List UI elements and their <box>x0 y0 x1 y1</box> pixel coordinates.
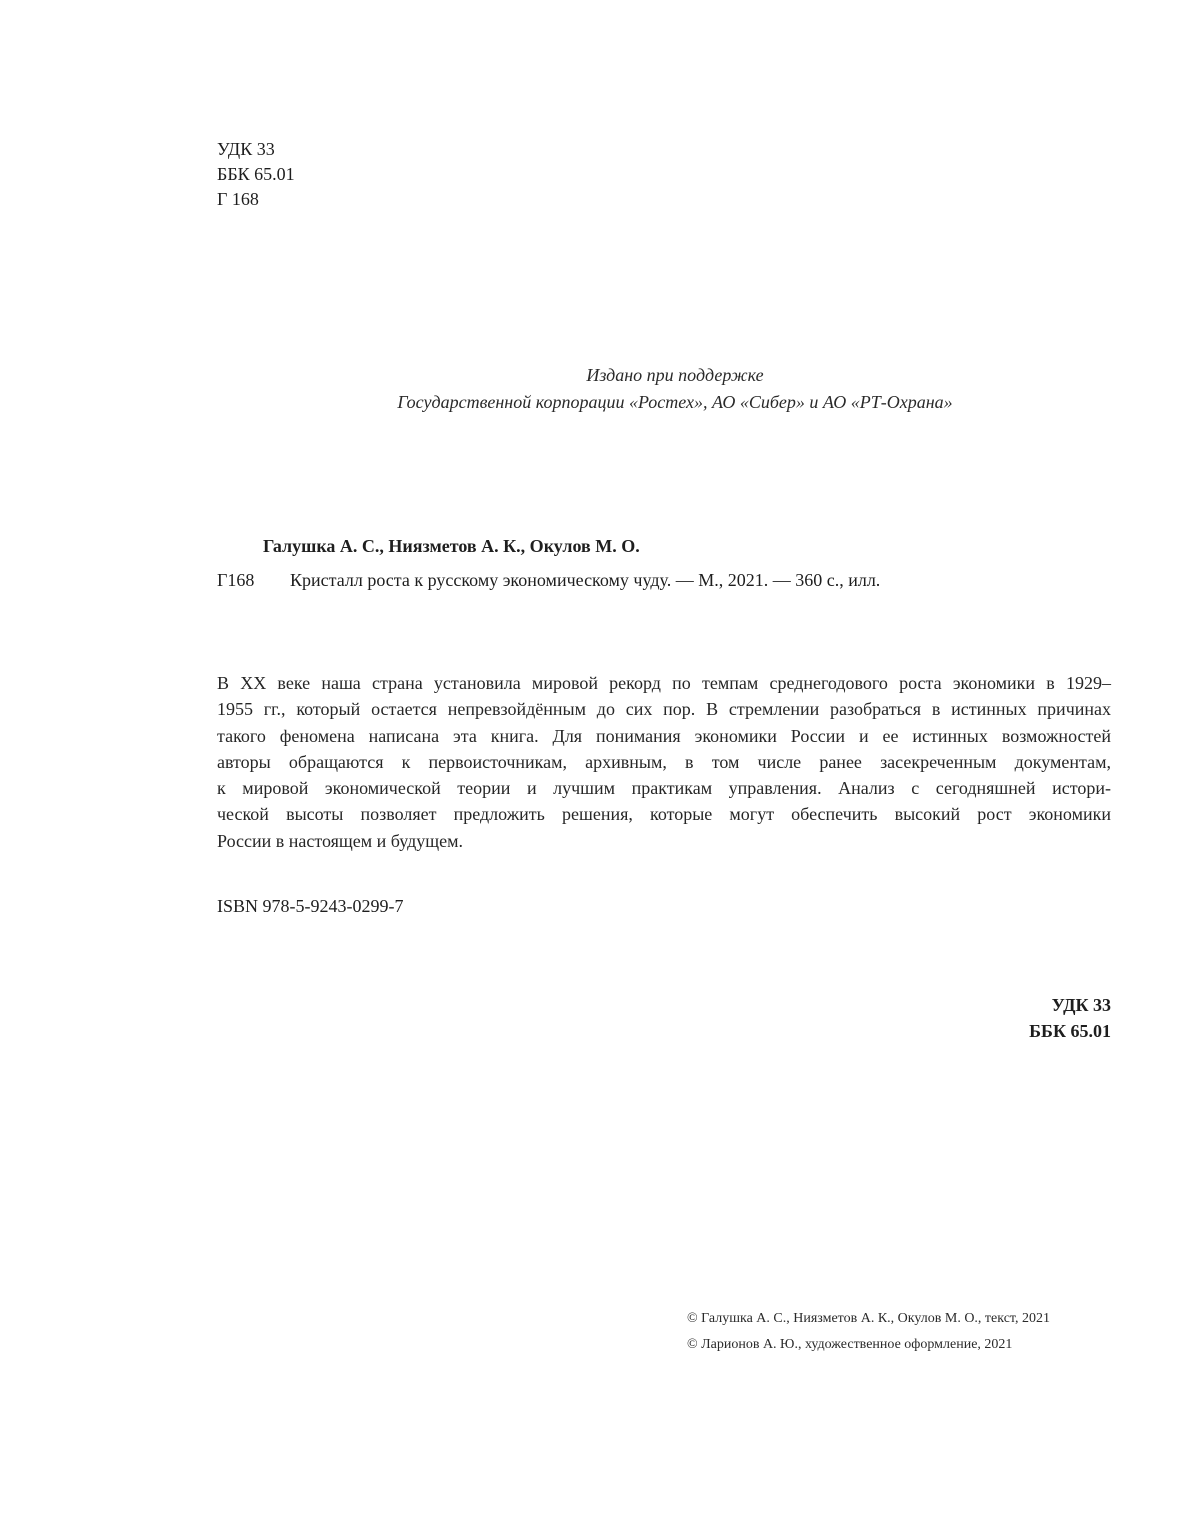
authors-heading: Галушка А. С., Ниязметов А. К., Окулов М. О. <box>263 536 640 556</box>
bbk-code-bottom: ББК 65.01 <box>1029 1021 1111 1041</box>
annotation <box>217 670 1111 854</box>
isbn: ISBN 978-5-9243-0299-7 <box>217 896 404 916</box>
copyright-block <box>687 1306 1050 1358</box>
annotation-line: России в настоящем и будущем. <box>217 830 464 851</box>
annotation-line: ческой высоты позволяет предложить решения, которые могут обеспечить высокий рост экономики <box>217 804 1111 825</box>
annotation-line: авторы обращаются к первоисточникам, архивным, в том числе ранее засекреченным документам, <box>217 751 1111 772</box>
annotation-line: 1955 гг., который остается непревзойдённым до сих пор. В стремлении разобраться в истинных причинах <box>217 699 1111 720</box>
udk-code: УДК 33 <box>217 139 275 159</box>
support-line-2: Государственной корпорации «Ростех», АО «Сибер» и АО «РТ-Охрана» <box>397 392 953 412</box>
annotation-line: В ХХ веке наша страна установила мировой рекорд по темпам среднегодового роста экономики в 1929– <box>217 673 1111 693</box>
copyright-design: © Ларионов А. Ю., художественное оформление, 2021 <box>687 1337 1013 1352</box>
classification-top <box>217 137 295 212</box>
bbk-code: ББК 65.01 <box>217 164 295 184</box>
author-mark: Г 168 <box>217 189 259 209</box>
author-mark-code: Г168 <box>217 570 255 590</box>
copyright-text: © Галушка А. С., Ниязметов А. К., Окулов М. О., текст, 2021 <box>687 1311 1050 1326</box>
annotation-line: такого феномена написана эта книга. Для понимания экономики России и ее истинных возможностей <box>217 725 1111 746</box>
classification-bottom <box>1029 992 1111 1044</box>
book-description: Кристалл роста к русскому экономическому чуду. — М., 2021. — 360 с., илл. <box>290 570 881 590</box>
udk-code-bottom: УДК 33 <box>1051 995 1111 1015</box>
annotation-line: к мировой экономической теории и лучшим практикам управления. Анализ с сегодняшней истори- <box>217 778 1111 799</box>
support-line-1: Издано при поддержке <box>586 365 764 385</box>
support-note <box>217 362 1133 416</box>
